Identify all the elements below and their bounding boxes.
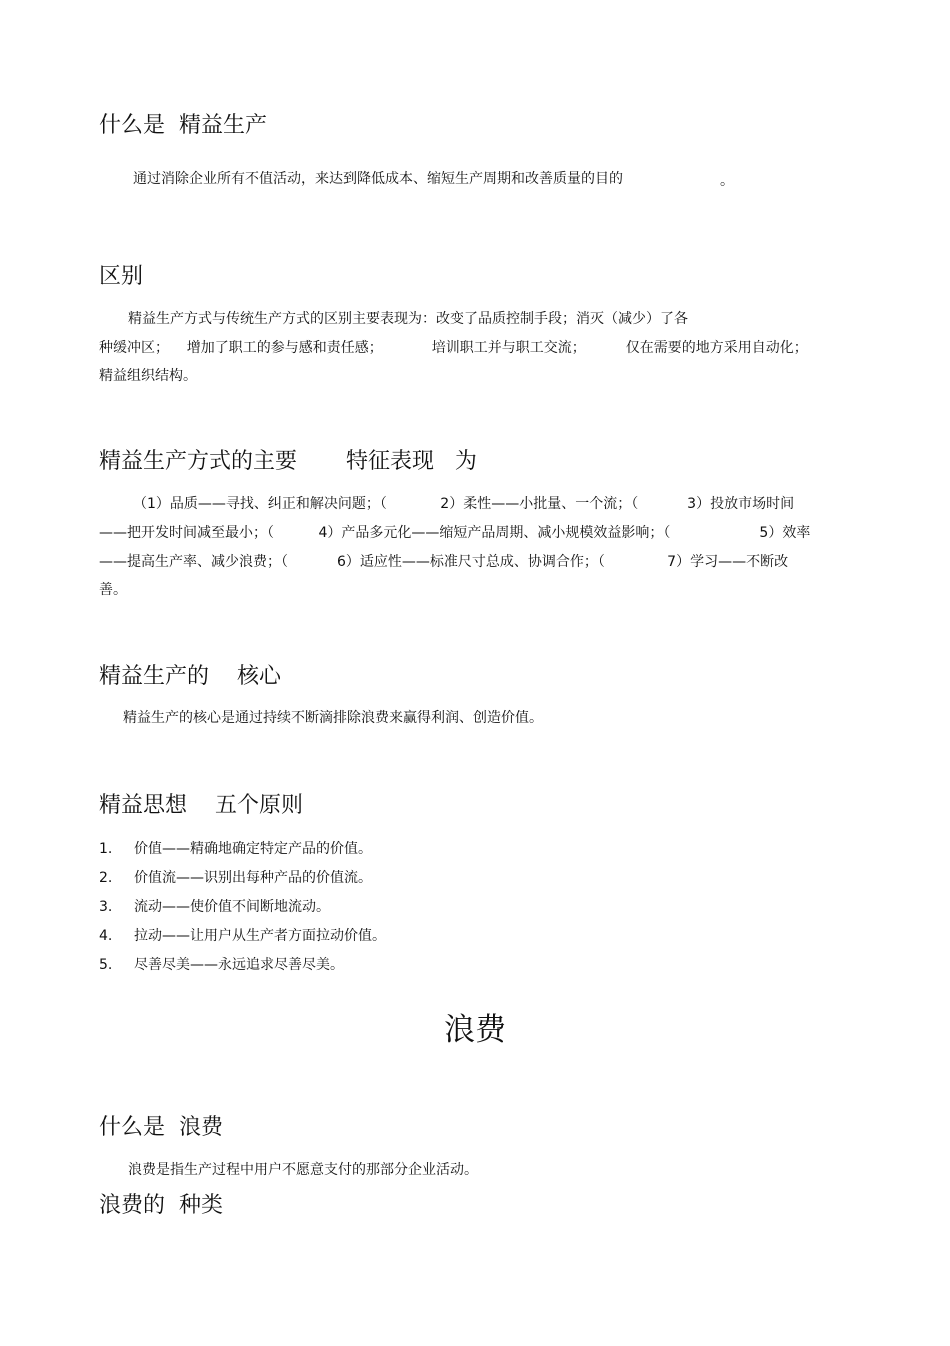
list-item [99,955,344,975]
paragraph-waste-definition: 浪费是指生产过程中用户不愿意支付的那部分企业活动。 [128,1162,478,1178]
paragraph-end-mark: 。 [720,173,734,189]
list-item-number: 2. [99,870,113,886]
list-item-number: 5. [99,957,113,973]
list-item-text: 拉动——让用户从生产者方面拉动价值。 [134,928,386,944]
heading-five-principles: 精益思想 五个原则 [99,793,303,818]
heading-what-is-waste: 什么是 浪费 [99,1115,223,1140]
heading-main-features: 精益生产方式的主要 特征表现 为 [99,449,477,474]
paragraph-features-line-4: 善。 [99,582,127,598]
paragraph-features-line-1: （1）品质——寻找、纠正和解决问题；（ 2）柔性——小批量、一个流；（ 3）投放市场时间 [133,496,795,512]
list-item [99,926,386,946]
list-item-text: 价值流——识别出每种产品的价值流。 [134,870,372,886]
paragraph-core: 精益生产的核心是通过持续不断滴排除浪费来赢得利润、创造价值。 [123,710,543,726]
list-item-number: 3. [99,899,113,915]
list-item [99,839,372,859]
list-item-text: 流动——使价值不间断地流动。 [134,899,330,915]
paragraph-features-line-3: ——提高生产率、减少浪费；（ 6）适应性——标准尺寸总成、协调合作；（ 7）学习——不断改 [99,554,789,570]
paragraph-lean-definition: 通过消除企业所有不值活动，来达到降低成本、缩短生产周期和改善质量的目的 [133,171,623,187]
list-item-text: 价值——精确地确定特定产品的价值。 [134,841,372,857]
list-item [99,897,330,917]
list-item [99,868,372,888]
list-item-number: 1. [99,841,113,857]
heading-core: 精益生产的 核心 [99,664,281,689]
list-item-text: 尽善尽美——永远追求尽善尽美。 [134,957,344,973]
heading-waste-types: 浪费的 种类 [99,1193,223,1218]
heading-difference: 区别 [99,264,144,289]
paragraph-features-line-2: ——把开发时间减至最小；（ 4）产品多元化——缩短产品周期、减小规模效益影响；（ 5）效率 [99,525,811,541]
paragraph-difference-line-3: 精益组织结构。 [99,368,197,384]
list-item-number: 4. [99,928,113,944]
paragraph-difference-line-2: 种缓冲区； 增加了职工的参与感和责任感； 培训职工并与职工交流； 仅在需要的地方采用自动化； [99,340,808,356]
title-waste: 浪费 [444,1012,506,1048]
paragraph-difference-line-1: 精益生产方式与传统生产方式的区别主要表现为：改变了品质控制手段；消灭（减少）了各 [128,311,688,327]
heading-what-is-lean: 什么是 精益生产 [99,113,267,138]
